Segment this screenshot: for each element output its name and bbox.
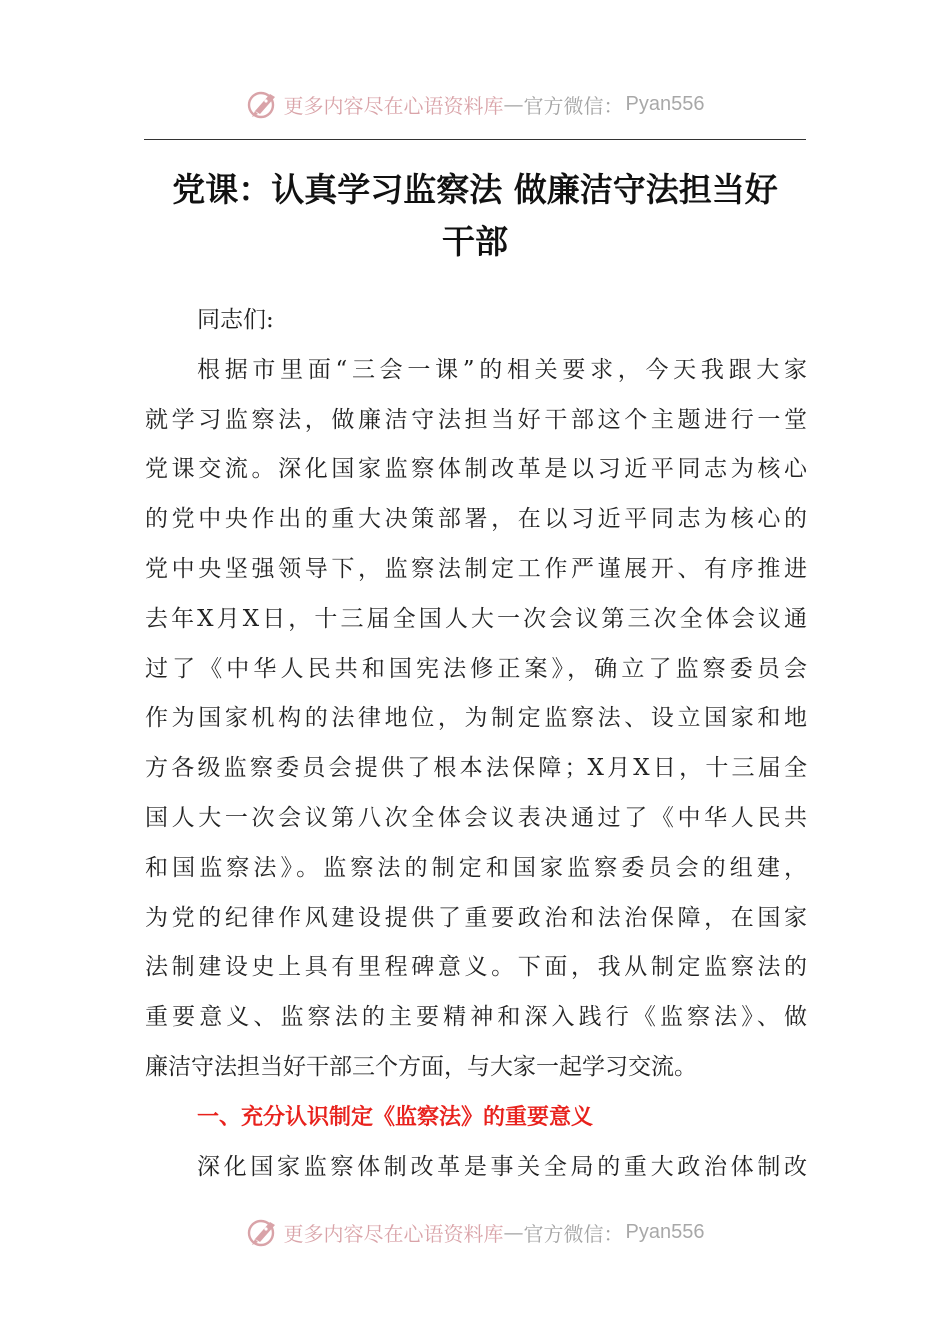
footer-banner [0,1212,950,1252]
paragraph-line: 根据市里面“三会一课”的相关要求，今天我跟大家 [197,356,807,383]
paragraph-line: 方各级监察委员会提供了根本法保障；X月X日，十三届全 [145,755,807,782]
paragraph-line: 法制建设史上具有里程碑意义。下面，我从制定监察法的 [145,954,807,981]
banner-site-text: 更多内容尽在心语资料库 [283,1221,504,1246]
paragraph-line: 廉洁守法担当好干部三个方面，与大家一起学习交流。 [145,1053,697,1080]
paragraph-line: 就学习监察法，做廉洁守法担当好干部这个主题进行一堂 [145,406,807,433]
paragraph-line: 为党的纪律作风建设提供了重要政治和法治保障，在国家 [145,904,807,931]
banner-site-text: 更多内容尽在心语资料库 [283,93,504,118]
banner-separator: — [503,92,524,116]
paragraph-line: 党中央坚强领导下，监察法制定工作严谨展开、有序推进 [145,555,807,582]
pen-nib-icon [246,87,280,121]
paragraph-line: 深化国家监察体制改革是事关全局的重大政治体制改 [197,1153,807,1180]
paragraph-line: 党课交流。深化国家监察体制改革是以习近平同志为核心 [145,456,807,483]
banner-wechat-id: Pyan556 [625,1220,705,1243]
paragraph-line: 过了《中华人民共和国宪法修正案》，确立了监察委员会 [145,655,807,682]
salutation: 同志们: [197,307,274,333]
banner-wechat-label: 官方微信： [523,1221,624,1246]
paragraph-line: 的党中央作出的重大决策部署，在以习近平同志为核心的 [145,506,807,533]
paragraph-line: 作为国家机构的法律地位，为制定监察法、设立国家和地 [145,705,807,732]
paragraph-line: 国人大一次会议第八次全体会议表决通过了《中华人民共 [145,804,807,831]
document-title [140,164,810,268]
paragraph-line: 重要意义、监察法的主要精神和深入践行《监察法》、做 [145,1004,807,1031]
title-line: 干部 [442,222,508,261]
title-line: 党课：认真学习监察法 做廉洁守法担当好 [172,170,778,209]
banner-separator: — [503,1220,524,1244]
paragraph-line: 和国监察法》。监察法的制定和国家监察委员会的组建， [145,854,807,881]
section-heading: 一、充分认识制定《监察法》的重要意义 [197,1104,594,1130]
document-body [145,296,807,1192]
pen-nib-icon [246,1215,280,1249]
paragraph-line: 去年X月X日，十三届全国人大一次会议第三次全体会议通 [145,605,807,632]
banner-wechat-id: Pyan556 [625,92,705,115]
header-banner [0,84,950,124]
header-divider [144,139,806,140]
banner-wechat-label: 官方微信： [523,93,624,118]
